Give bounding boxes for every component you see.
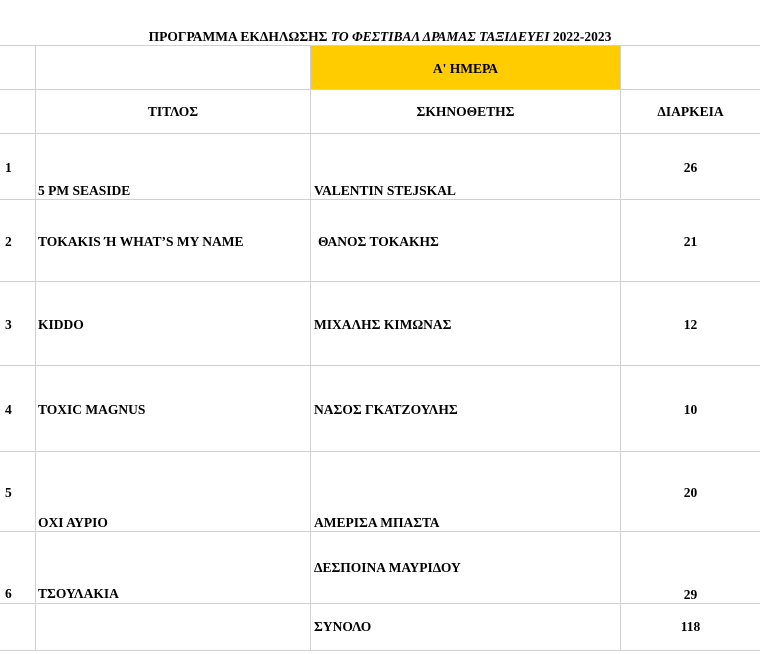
- total-value: 118: [680, 619, 701, 634]
- row-duration: 29: [683, 587, 698, 602]
- row-duration: 10: [683, 402, 698, 417]
- row-number: 4: [5, 402, 12, 417]
- row-director: VALENTIN STEJSKAL: [314, 183, 456, 198]
- row-title: TOKAKIS Ή WHAT’S MY NAME: [38, 234, 244, 249]
- row-title: ΟΧΙ ΑΥΡΙΟ: [38, 515, 108, 530]
- grid-line: [0, 365, 760, 366]
- grid-line: [0, 603, 760, 604]
- row-number: 5: [5, 485, 12, 500]
- row-number: 1: [5, 160, 12, 175]
- grid-line: [310, 45, 311, 651]
- grid-line: [35, 45, 36, 651]
- row-director: ΘΑΝΟΣ ΤΟΚΑΚΗΣ: [318, 234, 439, 249]
- total-label: ΣΥΝΟΛΟ: [314, 619, 372, 634]
- grid-line: [0, 650, 760, 651]
- day-header-label: Α' ΗΜΕΡΑ: [432, 61, 499, 76]
- row-director: ΝΑΣΟΣ ΓΚΑΤΖΟΥΛΗΣ: [314, 402, 458, 417]
- row-director: ΑΜΕΡΙΣΑ ΜΠΑΣΤΑ: [314, 515, 440, 530]
- row-duration: 21: [683, 234, 698, 249]
- column-header-duration: ΔΙΑΡΚΕΙΑ: [657, 104, 724, 119]
- column-header-title: ΤΙΤΛΟΣ: [147, 104, 199, 119]
- row-title: TOXIC MAGNUS: [38, 402, 146, 417]
- title-part-2: ΤΟ ΦΕΣΤΙΒΑΛ ΔΡΑΜΑΣ ΤΑΞΙΔΕΥΕΙ: [330, 29, 550, 44]
- row-director: ΜΙΧΑΛΗΣ ΚΙΜΩΝΑΣ: [314, 317, 452, 332]
- grid-line: [620, 45, 621, 651]
- title-part-3: 2022-2023: [552, 29, 612, 44]
- row-duration: 12: [683, 317, 698, 332]
- row-title: ΤΣΟΥΛΑΚΙΑ: [38, 586, 119, 601]
- column-header-director: ΣΚΗΝΟΘΕΤΗΣ: [416, 104, 515, 119]
- grid-line: [0, 199, 760, 200]
- grid-line: [0, 45, 760, 46]
- row-title: 5 PM SEASIDE: [38, 183, 131, 198]
- row-title: KIDDO: [38, 317, 84, 332]
- row-director: ΔΕΣΠΟΙΝΑ ΜΑΥΡΙΔΟΥ: [314, 560, 461, 575]
- grid-line: [0, 531, 760, 532]
- grid-line: [0, 133, 760, 134]
- row-duration: 26: [683, 160, 698, 175]
- page-title: [0, 29, 760, 45]
- row-duration: 20: [683, 485, 698, 500]
- grid-line: [0, 451, 760, 452]
- row-number: 3: [5, 317, 12, 332]
- row-number: 2: [5, 234, 12, 249]
- row-number: 6: [5, 586, 12, 601]
- title-part-1: ΠΡΟΓΡΑΜΜΑ ΕΚΔΗΛΩΣΗΣ: [148, 29, 328, 44]
- grid-line: [0, 281, 760, 282]
- grid-line: [0, 89, 760, 90]
